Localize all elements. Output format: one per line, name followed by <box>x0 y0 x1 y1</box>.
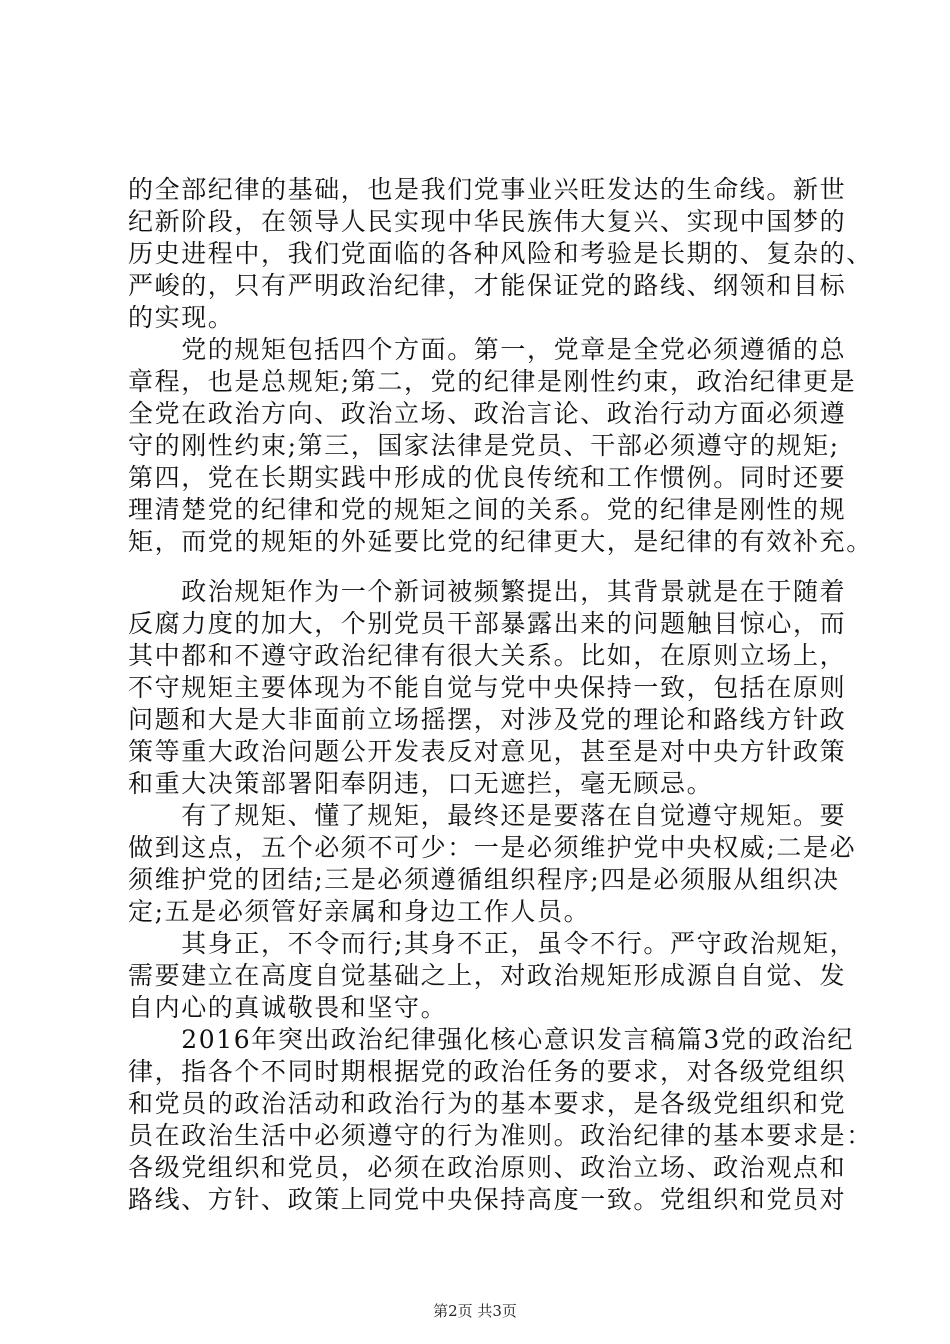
text-line: 有了规矩、懂了规矩，最终还是要落在自觉遵守规矩。要 <box>128 801 847 830</box>
text-line: 做到这点，五个必须不可少：一是必须维护党中央权威;二是必 <box>128 833 857 862</box>
text-line: 政治规矩作为一个新词被频繁提出，其背景就是在于随着 <box>128 577 847 606</box>
text-line: 律，指各个不同时期根据党的政治任务的要求，对各级党组织 <box>128 1057 847 1086</box>
text-line: 党的规矩包括四个方面。第一，党章是全党必须遵循的总 <box>128 335 847 364</box>
text-line: 的实现。 <box>128 303 235 332</box>
text-line: 严峻的，只有严明政治纪律，才能保证党的路线、纲领和目标 <box>128 271 847 300</box>
text-line: 第四，党在长期实践中形成的优良传统和工作惯例。同时还要 <box>128 463 847 492</box>
text-line: 的全部纪律的基础，也是我们党事业兴旺发达的生命线。新世 <box>128 175 847 204</box>
text-line: 守的刚性约束;第三，国家法律是党员、干部必须遵守的规矩; <box>128 431 840 460</box>
text-line: 历史进程中，我们党面临的各种风险和考验是长期的、复杂的、 <box>128 239 873 268</box>
text-line: 其身正，不令而行;其身不正，虽令不行。严守政治规矩， <box>128 929 857 958</box>
text-line: 不守规矩主要体现为不能自觉与党中央保持一致，包括在原则 <box>128 673 847 702</box>
page-footer: 第2页 共3页 <box>433 1302 517 1320</box>
text-line: 须维护党的团结;三是必须遵循组织程序;四是必须服从组织决 <box>128 865 840 894</box>
text-line: 全党在政治方向、政治立场、政治言论、政治行动方面必须遵 <box>128 399 847 428</box>
text-line: 2016年突出政治纪律强化核心意识发言稿篇3党的政治纪 <box>128 1025 854 1054</box>
text-line: 定;五是必须管好亲属和身边工作人员。 <box>128 897 591 926</box>
text-line: 和重大决策部署阳奉阴违，口无遮拦，毫无顾忌。 <box>128 769 714 798</box>
text-line: 其中都和不遵守政治纪律有很大关系。比如，在原则立场上， <box>128 641 847 670</box>
text-line: 自内心的真诚敬畏和坚守。 <box>128 993 448 1022</box>
text-line: 矩，而党的规矩的外延要比党的纪律更大，是纪律的有效补充。 <box>128 527 873 556</box>
text-line: 各级党组织和党员，必须在政治原则、政治立场、政治观点和 <box>128 1153 847 1182</box>
text-line: 需要建立在高度自觉基础之上，对政治规矩形成源自自觉、发 <box>128 961 847 990</box>
text-line: 策等重大政治问题公开发表反对意见，甚至是对中央方针政策 <box>128 737 847 766</box>
text-line: 纪新阶段，在领导人民实现中华民族伟大复兴、实现中国梦的 <box>128 207 847 236</box>
text-line: 员在政治生活中必须遵守的行为准则。政治纪律的基本要求是： <box>128 1121 873 1150</box>
text-line: 问题和大是大非面前立场摇摆，对涉及党的理论和路线方针政 <box>128 705 847 734</box>
text-line: 章程，也是总规矩;第二，党的纪律是刚性约束，政治纪律更是 <box>128 367 857 396</box>
text-line: 反腐力度的加大，个别党员干部暴露出来的问题触目惊心，而 <box>128 609 847 638</box>
text-line: 路线、方针、政策上同党中央保持高度一致。党组织和党员对 <box>128 1185 847 1214</box>
text-line: 理清楚党的纪律和党的规矩之间的关系。党的纪律是刚性的规 <box>128 495 847 524</box>
text-line: 和党员的政治活动和政治行为的基本要求，是各级党组织和党 <box>128 1089 847 1118</box>
